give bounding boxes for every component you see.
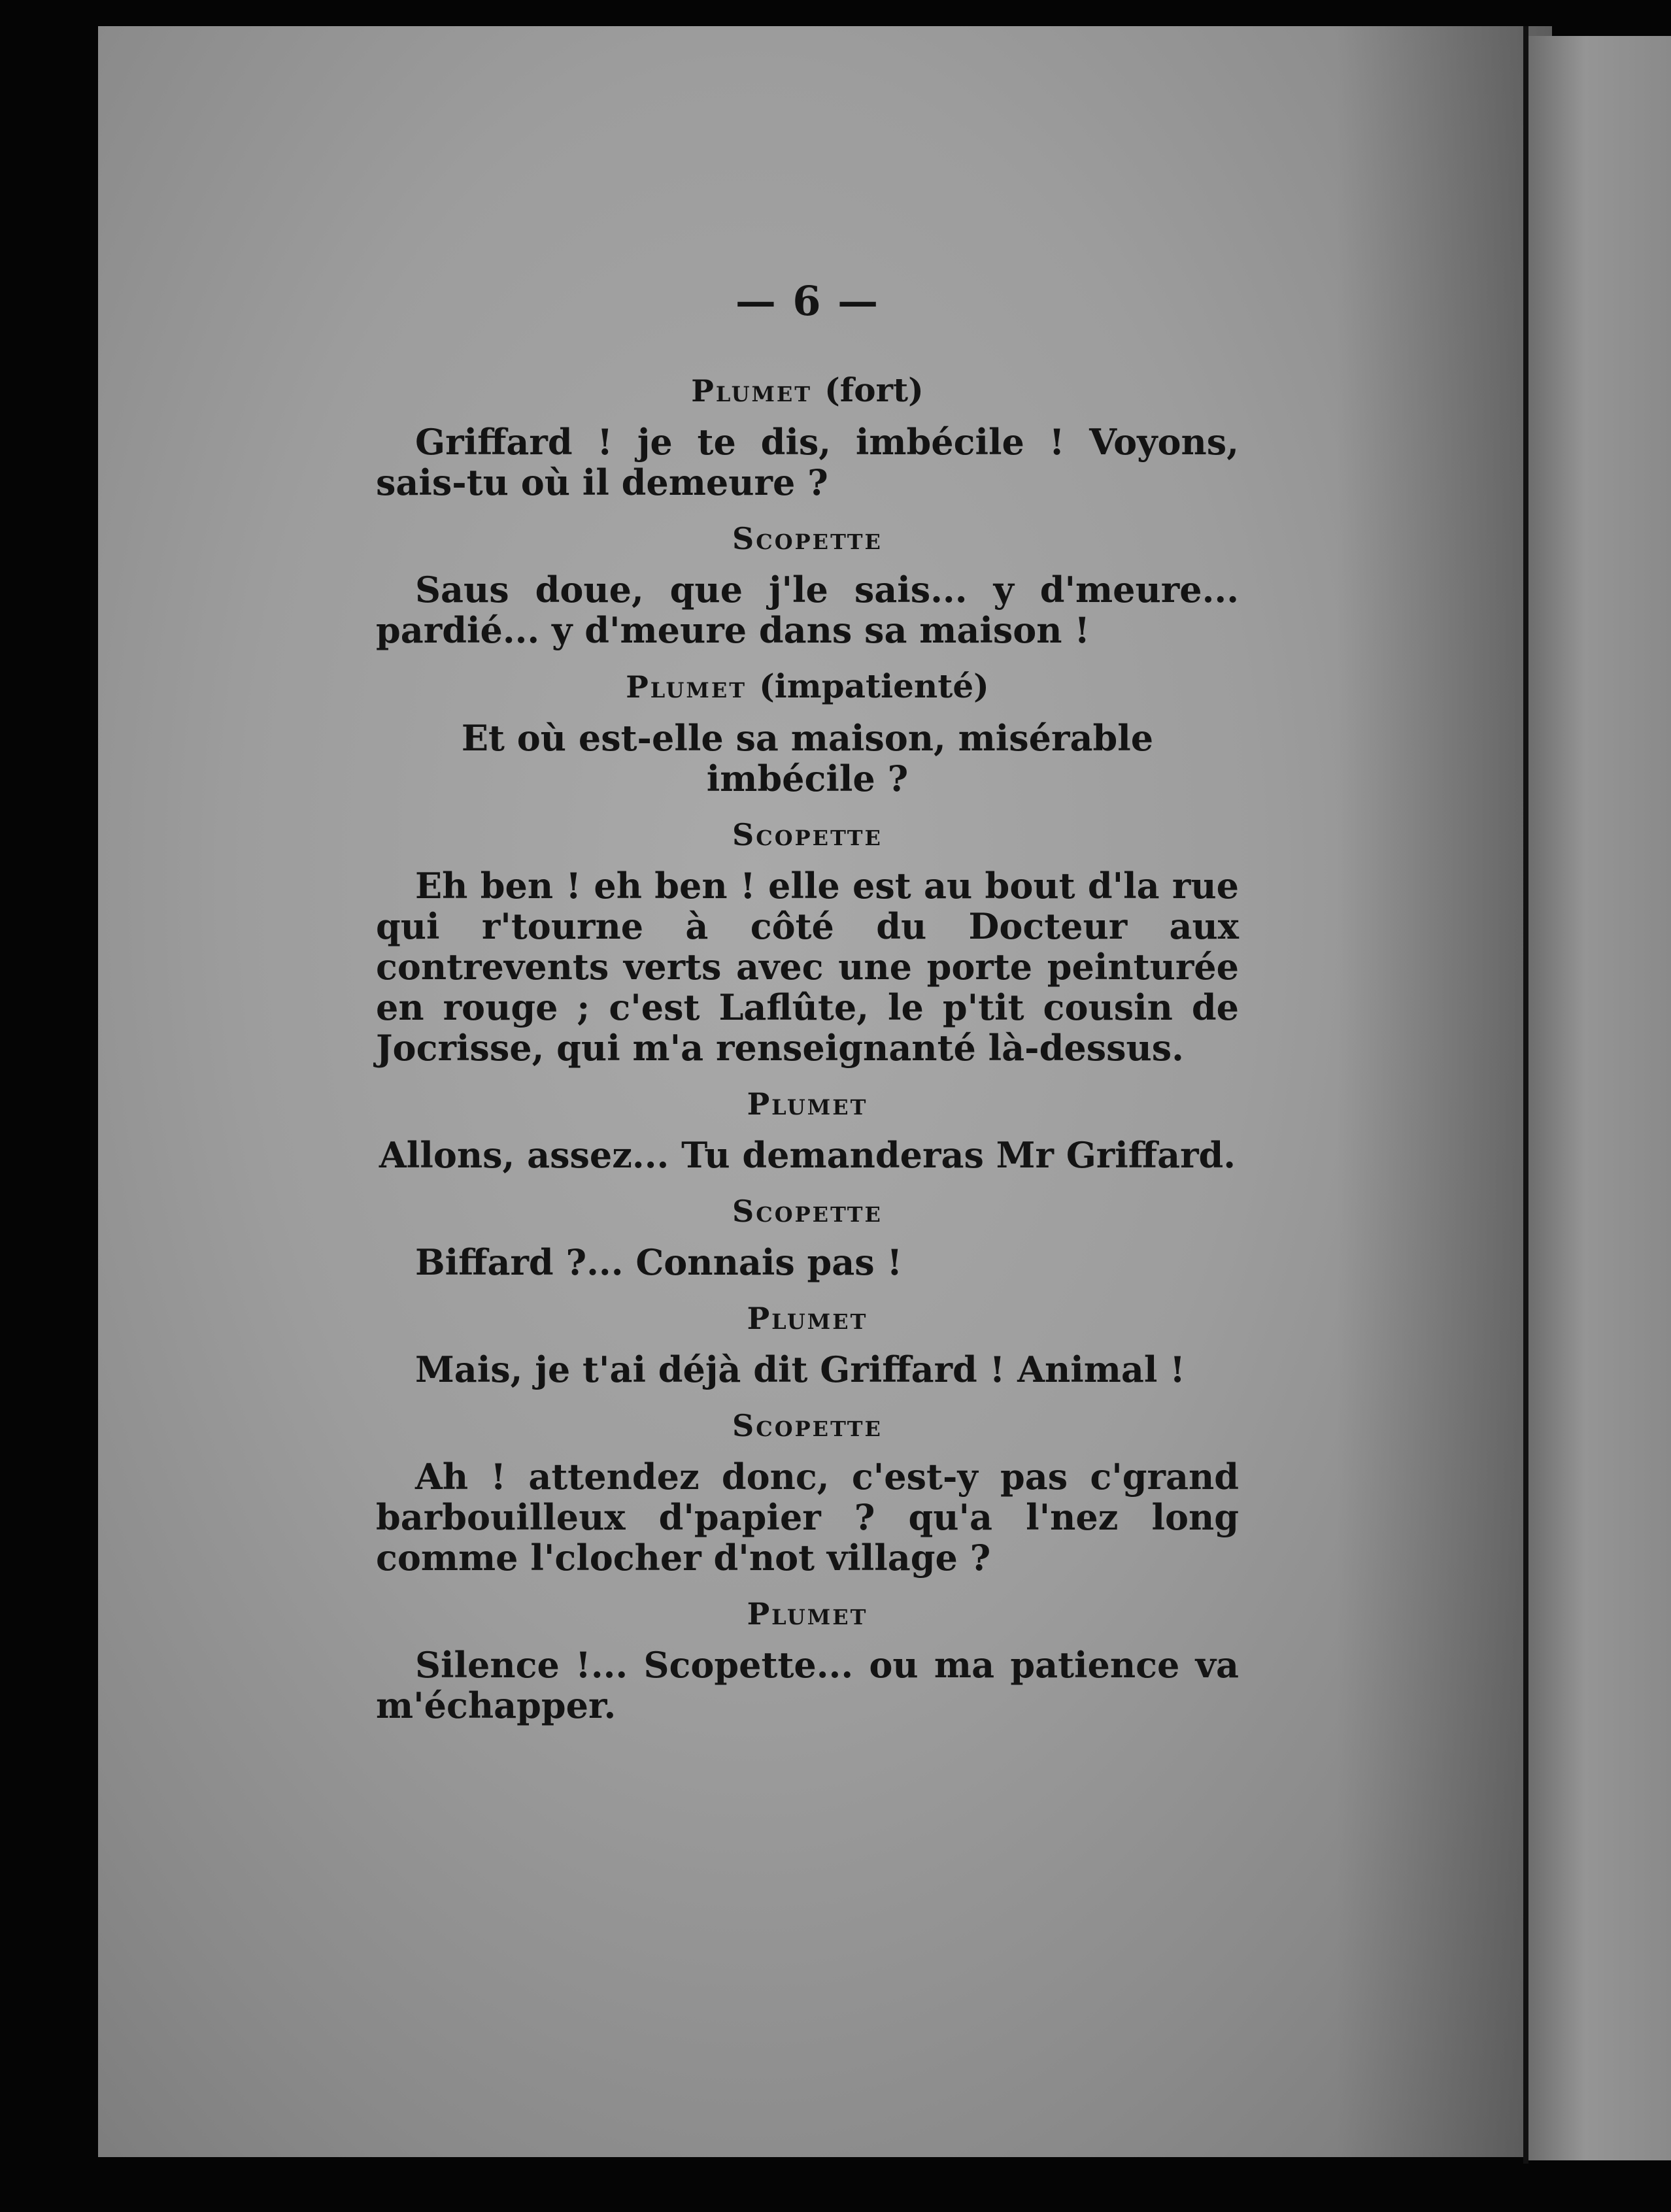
dialogue-line: Et où est-elle sa maison, misérable imbécile ? <box>461 717 1154 799</box>
page-text <box>376 277 1239 1730</box>
speaker-name: Plumet <box>747 1086 868 1122</box>
speaker-name: Scopette <box>732 1194 883 1229</box>
dialogue-line: Eh ben ! eh ben ! elle est au bout d'la rue qui r'tourne à côté du Docteur aux contrevents verts avec une porte peinturée en rouge ; c'est Laflûte, le p'tit cousin de Jocrisse, qui m'a renseignanté là-dessus. <box>376 865 1239 1069</box>
speaker-heading <box>376 814 1239 855</box>
adjacent-page-edge <box>1528 36 1671 2160</box>
dialogue-line: Allons, assez... Tu demanderas Mr Griffard. <box>379 1134 1236 1176</box>
speaker-heading <box>376 1594 1239 1634</box>
speaker-heading <box>376 1084 1239 1124</box>
dialogue-line: Mais, je t'ai déjà dit Griffard ! Animal ! <box>415 1349 1185 1390</box>
speaker-heading <box>376 1298 1239 1339</box>
speaker-name: Scopette <box>732 1408 883 1443</box>
dialogue-line: Silence !... Scopette... ou ma patience va m'échapper. <box>376 1644 1239 1726</box>
stage-direction: (fort) <box>824 371 924 409</box>
speaker-heading <box>376 518 1239 559</box>
speaker-name: Plumet <box>747 1301 868 1336</box>
speaker-heading <box>376 666 1239 707</box>
speaker-name: Plumet <box>691 373 813 409</box>
dialogue-line: Biffard ?... Connais pas ! <box>415 1241 903 1283</box>
stage-direction: (impatienté) <box>759 667 989 705</box>
speaker-name: Plumet <box>626 669 747 705</box>
dialogue-line: Saus doue, que j'le sais... y d'meure... pardié... y d'meure dans sa maison ! <box>376 569 1239 651</box>
speaker-heading <box>376 370 1239 411</box>
dialogue-line: Ah ! attendez donc, c'est-y pas c'grand barbouilleux d'papier ? qu'a l'nez long comme l'clocher d'not village ? <box>376 1456 1239 1579</box>
speaker-heading <box>376 1405 1239 1446</box>
speaker-name: Plumet <box>747 1596 868 1632</box>
page-gutter-line <box>1523 26 1528 2164</box>
speaker-heading <box>376 1191 1239 1232</box>
speaker-name: Scopette <box>732 817 883 852</box>
speaker-name: Scopette <box>732 521 883 556</box>
dialogue-line: Griffard ! je te dis, imbécile ! Voyons, sais-tu où il demeure ? <box>376 421 1239 503</box>
page-number: — 6 — <box>735 277 880 325</box>
